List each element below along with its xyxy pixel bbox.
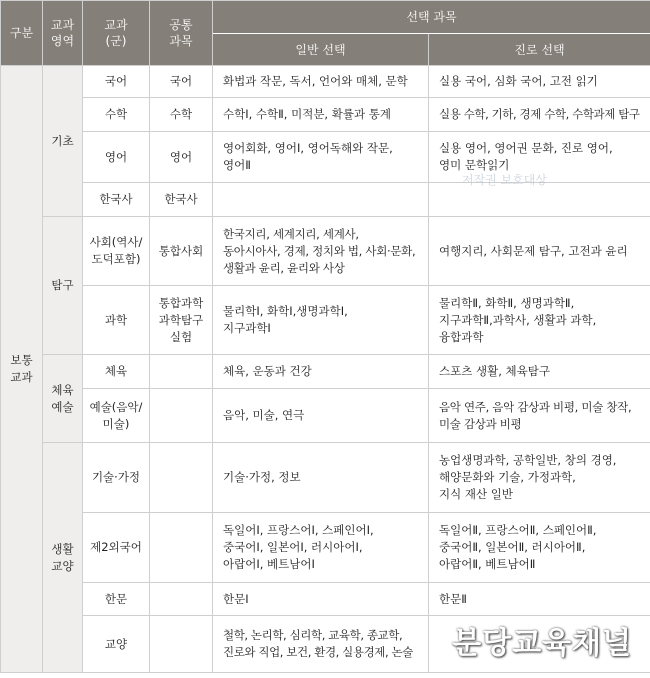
group-cell: 예술(음악/ 미술) bbox=[83, 389, 150, 443]
career-cell: 농업생명과학, 공학일반, 창의 경영, 해양문화와 기술, 가정과학, 지식 재산 일반 bbox=[429, 443, 650, 513]
general-cell: 수학Ⅰ, 수학Ⅱ, 미적분, 확률과 통계 bbox=[213, 98, 429, 132]
general-cell: 기술·가정, 정보 bbox=[213, 443, 429, 513]
common-cell bbox=[150, 616, 213, 673]
career-cell: 스포츠 생활, 체육탐구 bbox=[429, 355, 650, 389]
career-cell: 여행지리, 사회문제 탐구, 고전과 윤리 bbox=[429, 217, 650, 286]
general-cell: 철학, 논리학, 심리학, 교육학, 종교학, 진로와 직업, 보건, 환경, 실용경제, 논술 bbox=[213, 616, 429, 673]
common-cell: 수학 bbox=[150, 98, 213, 132]
common-cell bbox=[150, 513, 213, 583]
group-cell: 체육 bbox=[83, 355, 150, 389]
header-category: 구분 bbox=[1, 1, 43, 66]
general-cell: 음악, 미술, 연극 bbox=[213, 389, 429, 443]
group-cell: 제2외국어 bbox=[83, 513, 150, 583]
general-cell: 영어회화, 영어Ⅰ, 영어독해와 작문, 영어Ⅱ bbox=[213, 132, 429, 183]
career-cell: 물리학Ⅱ, 화학Ⅱ, 생명과학Ⅱ, 지구과학Ⅱ,과학사, 생활과 과학, 융합과학 bbox=[429, 286, 650, 355]
header-general: 일반 선택 bbox=[213, 34, 429, 66]
group-cell: 교양 bbox=[83, 616, 150, 673]
header-common: 공통 과목 bbox=[150, 1, 213, 66]
career-cell: 독일어Ⅱ, 프랑스어Ⅱ, 스페인어Ⅱ, 중국어Ⅱ, 일본어Ⅱ, 러시아어Ⅱ, 아랍어Ⅱ, 베트남어Ⅱ bbox=[429, 513, 650, 583]
group-cell: 한국사 bbox=[83, 183, 150, 217]
common-cell: 영어 bbox=[150, 132, 213, 183]
general-cell: 체육, 운동과 건강 bbox=[213, 355, 429, 389]
group-cell: 기술·가정 bbox=[83, 443, 150, 513]
group-cell: 과학 bbox=[83, 286, 150, 355]
group-cell: 수학 bbox=[83, 98, 150, 132]
general-cell bbox=[213, 183, 429, 217]
common-cell: 통합사회 bbox=[150, 217, 213, 286]
faint-watermark: 저작권 보호대상 bbox=[462, 173, 547, 187]
group-cell: 국어 bbox=[83, 66, 150, 98]
common-cell: 한국사 bbox=[150, 183, 213, 217]
channel-watermark: 분당교육채널 bbox=[452, 626, 632, 661]
career-cell: 실용 영어, 영어권 문화, 진로 영어, 영미 문학읽기 bbox=[429, 132, 650, 183]
general-cell: 한국지리, 세계지리, 세계사, 동아시아사, 경제, 정치와 법, 사회·문화, 생활과 윤리, 윤리와 사상 bbox=[213, 217, 429, 286]
common-cell: 통합과학 과학탐구 실험 bbox=[150, 286, 213, 355]
general-cell: 화법과 작문, 독서, 언어와 매체, 문학 bbox=[213, 66, 429, 98]
common-cell bbox=[150, 389, 213, 443]
career-cell: 실용 국어, 심화 국어, 고전 읽기 bbox=[429, 66, 650, 98]
general-cell: 물리학Ⅰ, 화학Ⅰ,생명과학Ⅰ, 지구과학Ⅰ bbox=[213, 286, 429, 355]
group-cell: 영어 bbox=[83, 132, 150, 183]
header-career: 진로 선택 bbox=[429, 34, 650, 66]
header-elective: 선택 과목 bbox=[213, 1, 650, 34]
category-cell: 보통 교과 bbox=[1, 66, 43, 673]
area-pe-arts: 체육 예술 bbox=[43, 355, 83, 443]
career-cell: 음악 연주, 음악 감상과 비평, 미술 창작, 미술 감상과 비평 bbox=[429, 389, 650, 443]
general-cell: 독일어Ⅰ, 프랑스어Ⅰ, 스페인어Ⅰ, 중국어Ⅰ, 일본어Ⅰ, 러시아어Ⅰ, 아랍어Ⅰ, 베트남어Ⅰ bbox=[213, 513, 429, 583]
common-cell bbox=[150, 583, 213, 616]
career-cell: 실용 수학, 기하, 경제 수학, 수학과제 탐구 bbox=[429, 98, 650, 132]
general-cell: 한문Ⅰ bbox=[213, 583, 429, 616]
common-cell: 국어 bbox=[150, 66, 213, 98]
common-cell bbox=[150, 355, 213, 389]
common-cell bbox=[150, 443, 213, 513]
career-cell: 한문Ⅱ bbox=[429, 583, 650, 616]
area-inquiry: 탐구 bbox=[43, 217, 83, 355]
area-life: 생활 교양 bbox=[43, 443, 83, 673]
area-basic: 기초 bbox=[43, 66, 83, 217]
group-cell: 한문 bbox=[83, 583, 150, 616]
group-cell: 사회(역사/ 도덕포함) bbox=[83, 217, 150, 286]
header-area: 교과 영역 bbox=[43, 1, 83, 66]
header-group: 교과 (군) bbox=[83, 1, 150, 66]
